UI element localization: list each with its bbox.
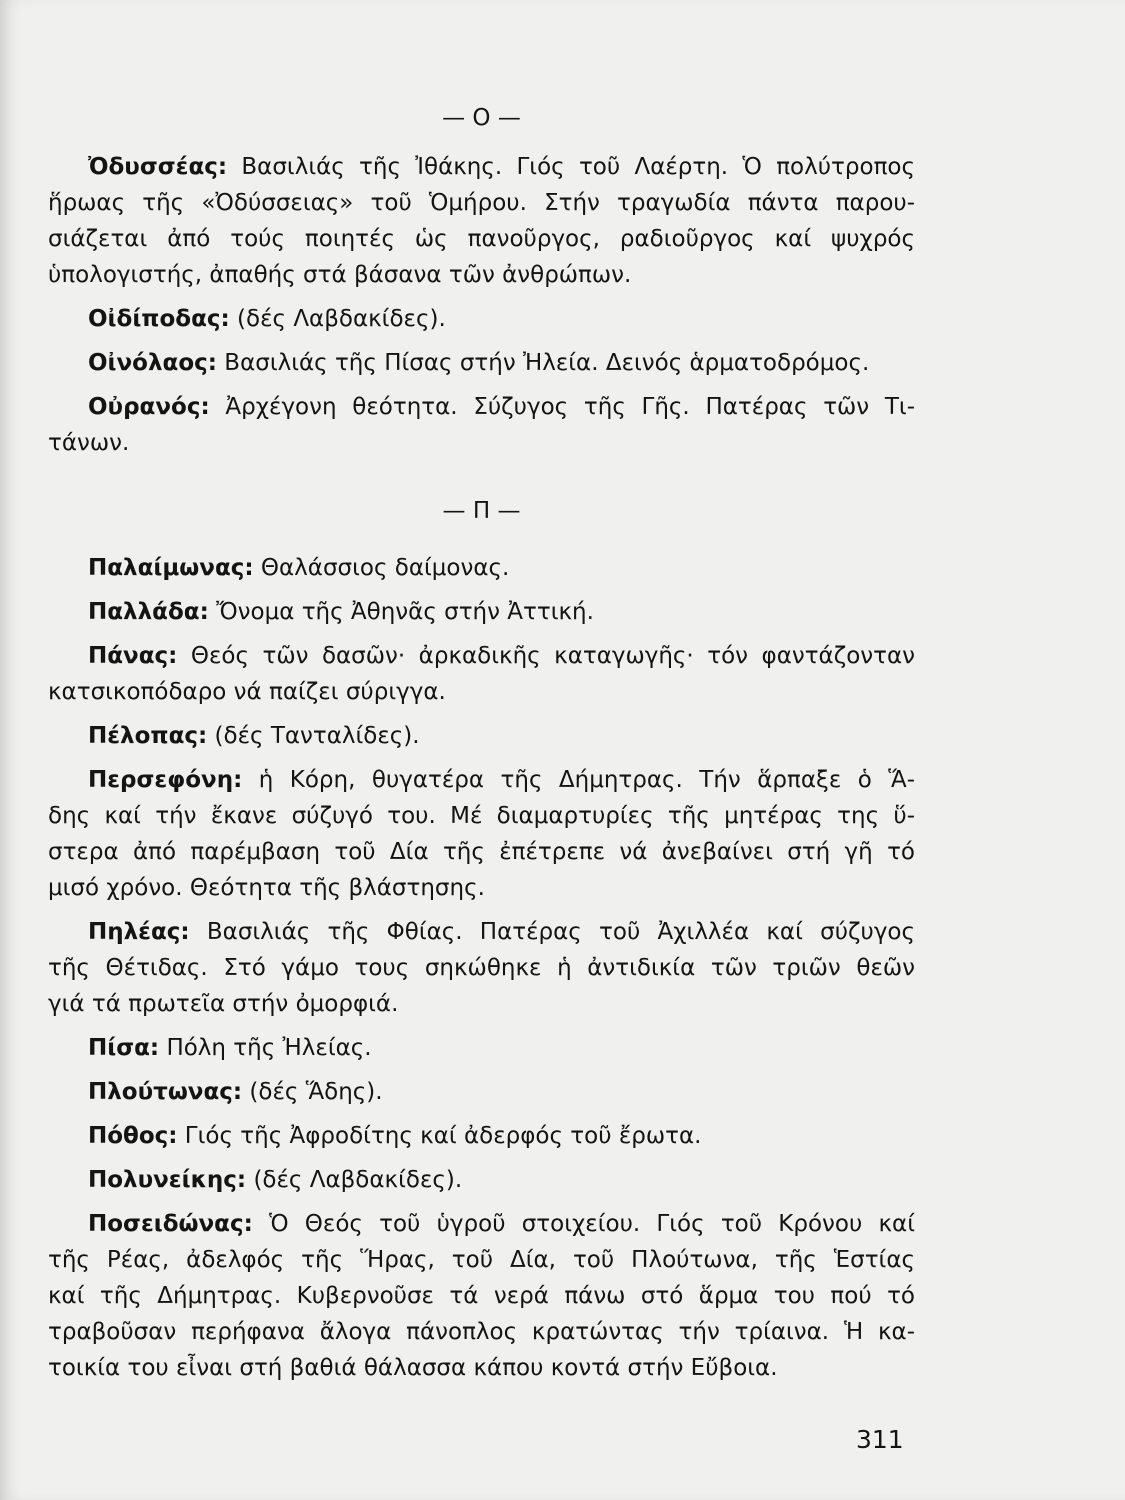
section-letter-heading: — Ο — <box>442 105 521 131</box>
entry-definition-text: Ἀρχέγονη θεότητα. Σύζυγος τῆς Γῆς. Πατέρας τῶν Τι- <box>225 394 915 420</box>
glossary-entry <box>48 345 915 381</box>
entry-definition-text: (δές Λαβδακίδες). <box>237 306 446 332</box>
glossary-column <box>48 100 915 1386</box>
entry-continuation-line: γιά τά πρωτεῖα στήν ὀμορφιά. <box>48 991 399 1017</box>
entry-continuation-line: ὑπολογιστής, ἀπαθής στά βάσανα τῶν ἀνθρώπων. <box>48 262 632 288</box>
entry-first-line <box>48 1074 915 1110</box>
entry-first-line <box>48 301 915 337</box>
glossary-section <box>48 493 915 1386</box>
glossary-entry <box>48 1206 915 1386</box>
entry-term: Οἰνόλαος: <box>88 350 217 376</box>
entry-definition-text: (δές Τανταλίδες). <box>214 723 420 749</box>
entry-term: Πόθος: <box>88 1123 178 1149</box>
entry-term: Παλαίμωνας: <box>88 555 254 581</box>
entry-first-line <box>48 762 915 798</box>
entry-first-line <box>48 718 915 754</box>
entry-term: Πέλοπας: <box>88 723 208 749</box>
entry-definition-text: (δές Ἅδης). <box>249 1079 383 1105</box>
entry-definition-text: Πόλη τῆς Ἠλείας. <box>166 1035 372 1061</box>
glossary-entry <box>48 638 915 710</box>
section-letter-heading: — Π — <box>442 498 521 524</box>
entry-continuation-line: τοικία του εἶναι στή βαθιά θάλασσα κάπου κοντά στήν Εὔβοια. <box>48 1355 778 1381</box>
entry-definition-text: Ὄνομα τῆς Ἀθηνᾶς στήν Ἀττική. <box>216 599 594 625</box>
glossary-entry <box>48 1030 915 1066</box>
entry-definition-text: Βασιλιάς τῆς Φθίας. Πατέρας τοῦ Ἀχιλλέα καί σύζυγος <box>206 919 915 945</box>
entry-continuation-line: τῆς Ρέας, ἀδελφός τῆς Ἥρας, τοῦ Δία, τοῦ Πλούτωνα, τῆς Ἑστίας <box>48 1247 915 1273</box>
entry-continuation-line: μισό χρόνο. Θεότητα τῆς βλάστησης. <box>48 875 485 901</box>
entry-definition-text: ἡ Κόρη, θυγατέρα τῆς Δήμητρας. Τήν ἅρπαξε ὁ Ἅ- <box>258 767 915 793</box>
entry-term: Πλούτωνας: <box>88 1079 243 1105</box>
entry-term: Οἰδίποδας: <box>88 306 230 332</box>
entry-definition-text: (δές Λαβδακίδες). <box>253 1167 463 1193</box>
glossary-entry <box>48 1118 915 1154</box>
entry-term: Πηλέας: <box>88 919 190 945</box>
glossary-entry <box>48 1162 915 1198</box>
entry-continuation-line: ἥρωας τῆς «Ὀδύσσειας» τοῦ Ὁμήρου. Στήν τραγωδία πάντα παρου- <box>48 190 915 216</box>
entry-first-line <box>48 638 915 674</box>
entry-continuation-line: στερα ἀπό παρέμβαση τοῦ Δία τῆς ἐπέτρεπε νά ἀνεβαίνει στή γῆ τό <box>48 839 915 865</box>
entry-continuation-line: κατσικοπόδαρο νά παίζει σύριγγα. <box>48 679 446 705</box>
glossary-entry <box>48 149 915 293</box>
entry-term: Πολυνείκης: <box>88 1167 247 1193</box>
entry-definition-text: Θεός τῶν δασῶν· ἀρκαδικῆς καταγωγῆς· τόν φαντάζονταν <box>190 643 915 669</box>
glossary-entry <box>48 550 915 586</box>
glossary-entry <box>48 914 915 1022</box>
entry-continuation-line: δης καί τήν ἔκανε σύζυγό του. Μέ διαμαρτυρίες τῆς μητέρας της ὕ- <box>48 803 915 829</box>
entry-term: Ὀδυσσέας: <box>88 154 228 180</box>
entry-term: Παλλάδα: <box>88 599 209 625</box>
entry-continuation-line: τραβοῦσαν περήφανα ἄλογα πάνοπλος κρατώντας τήν τρίαινα. Ἡ κα- <box>48 1319 915 1345</box>
entry-continuation-line: τάνων. <box>48 430 130 456</box>
entry-continuation-line: σιάζεται ἀπό τούς ποιητές ὡς πανοῦργος, ραδιοῦργος καί ψυχρός <box>48 226 915 252</box>
entry-definition-text: Θαλάσσιος δαίμονας. <box>260 555 510 581</box>
entry-first-line <box>48 1030 915 1066</box>
entry-first-line <box>48 149 915 185</box>
entry-first-line <box>48 594 915 630</box>
entry-definition-text: Βασιλιάς τῆς Ἰθάκης. Γιός τοῦ Λαέρτη. Ὁ πολύτροπος <box>241 154 915 180</box>
entry-term: Πίσα: <box>88 1035 160 1061</box>
entry-definition-text: Γιός τῆς Ἀφροδίτης καί ἀδερφός τοῦ ἔρωτα. <box>184 1123 702 1149</box>
entry-term: Ποσειδώνας: <box>88 1211 253 1237</box>
entry-term: Πάνας: <box>88 643 178 669</box>
entry-term: Περσεφόνη: <box>88 767 243 793</box>
glossary-entry <box>48 594 915 630</box>
entry-definition-text: Βασιλιάς τῆς Πίσας στήν Ἠλεία. Δεινός ἁρματοδρόμος. <box>224 350 870 376</box>
glossary-entry <box>48 762 915 906</box>
page-number: 311 <box>856 1425 904 1454</box>
glossary-entry <box>48 389 915 461</box>
entry-first-line <box>48 345 915 381</box>
entry-first-line <box>48 1162 915 1198</box>
entry-continuation-line: καί τῆς Δήμητρας. Κυβερνοῦσε τά νερά πάνω στό ἅρμα του πού τό <box>48 1283 915 1309</box>
entry-first-line <box>48 389 915 425</box>
entry-first-line <box>48 914 915 950</box>
glossary-entry <box>48 301 915 337</box>
entry-first-line <box>48 1118 915 1154</box>
entry-first-line <box>48 550 915 586</box>
glossary-section <box>48 100 915 461</box>
glossary-entry <box>48 718 915 754</box>
entry-continuation-line: τῆς Θέτιδας. Στό γάμο τους σηκώθηκε ἡ ἀντιδικία τῶν τριῶν θεῶν <box>48 955 915 981</box>
entry-term: Οὐρανός: <box>88 394 210 420</box>
entry-definition-text: Ὁ Θεός τοῦ ὑγροῦ στοιχείου. Γιός τοῦ Κρόνου καί <box>269 1211 915 1237</box>
glossary-entry <box>48 1074 915 1110</box>
entry-first-line <box>48 1206 915 1242</box>
